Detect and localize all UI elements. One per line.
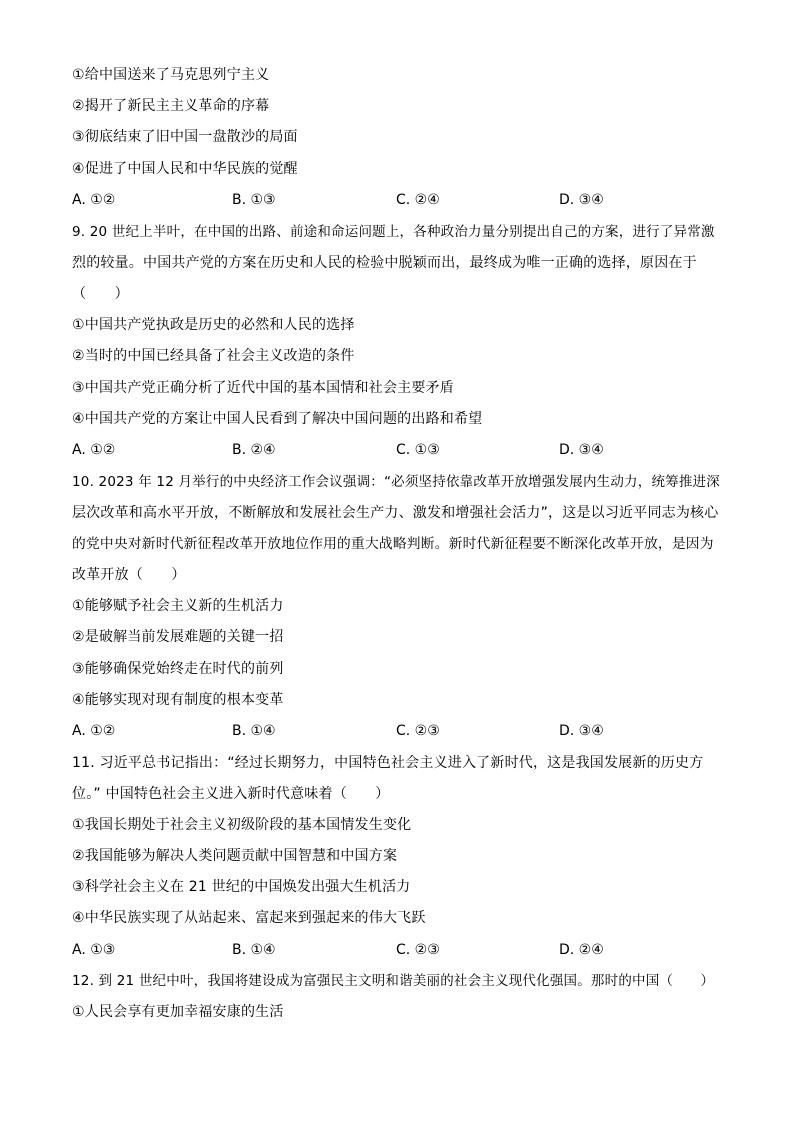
q9-option-2: ②当时的中国已经具备了社会主义改造的条件 (72, 348, 355, 364)
q10-choice-a: A. ①② (72, 723, 116, 739)
q10-option-4: ④能够实现对现有制度的根本变革 (72, 692, 284, 708)
q9-option-3: ③中国共产党正确分析了近代中国的基本国情和社会主要矛盾 (72, 380, 454, 396)
q11-stem-line-2: 位。” 中国特色社会主义进入新时代意味着（ ） (72, 786, 390, 802)
q11-choice-c: C. ②③ (396, 942, 440, 958)
q9-choice-c: C. ①③ (396, 442, 440, 458)
q11-option-3: ③科学社会主义在 21 世纪的中国焕发出强大生机活力 (72, 879, 411, 895)
q11-stem-line-1: 11. 习近平总书记指出：“经过长期努力，中国特色社会主义进入了新时代，这是我国发展新的历史方 (72, 755, 704, 771)
q9-choice-b: B. ②④ (232, 442, 276, 458)
q11-choice-a: A. ①③ (72, 942, 116, 958)
q10-stem-line-2: 层次改革和高水平开放，不断解放和发展社会生产力、激发和增强社会活力”，这是以习近平同志为核心 (72, 505, 719, 521)
q11-option-4: ④中华民族实现了从站起来、富起来到强起来的伟大飞跃 (72, 910, 426, 926)
q8-option-2: ②揭开了新民主主义革命的序幕 (72, 98, 270, 114)
q12-option-1: ①人民会享有更加幸福安康的生活 (72, 1004, 284, 1020)
q8-option-4: ④促进了中国人民和中华民族的觉醒 (72, 161, 298, 177)
q8-choice-d: D. ③④ (559, 192, 604, 208)
q8-option-3: ③彻底结束了旧中国一盘散沙的局面 (72, 129, 298, 145)
q12-stem-line-1: 12. 到 21 世纪中叶，我国将建设成为富强民主文明和谐美丽的社会主义现代化强国。那时的中国（ ） (72, 973, 715, 989)
q11-option-1: ①我国长期处于社会主义初级阶段的基本国情发生变化 (72, 817, 412, 833)
q11-option-2: ②我国能够为解决人类问题贡献中国智慧和中国方案 (72, 848, 398, 864)
q9-stem-line-3: （ ） (72, 286, 129, 302)
q9-choice-d: D. ③④ (559, 442, 604, 458)
q8-choice-a: A. ①② (72, 192, 116, 208)
q11-choice-b: B. ①④ (232, 942, 276, 958)
q10-choice-d: D. ③④ (559, 723, 604, 739)
q10-option-3: ③能够确保党始终走在时代的前列 (72, 661, 284, 677)
q9-choice-a: A. ①② (72, 442, 116, 458)
q9-option-1: ①中国共产党执政是历史的必然和人民的选择 (72, 317, 355, 333)
q11-choice-d: D. ②④ (559, 942, 604, 958)
q9-choices (72, 440, 724, 460)
q10-choice-c: C. ②③ (396, 723, 440, 739)
q10-stem-line-3: 的党中央对新时代新征程改革开放地位作用的重大战略判断。新时代新征程要不断深化改革开放，是因为 (72, 536, 714, 552)
q10-option-2: ②是破解当前发展难题的关键一招 (72, 629, 284, 645)
q10-choice-b: B. ①④ (232, 723, 276, 739)
q8-option-1: ①给中国送来了马克思列宁主义 (72, 67, 270, 83)
q11-choices (72, 940, 724, 960)
q10-stem-line-1: 10. 2023 年 12 月举行的中央经济工作会议强调：“必须坚持依靠改革开放增强发展内生动力，统筹推进深 (72, 474, 720, 490)
q9-option-4: ④中国共产党的方案让中国人民看到了解决中国问题的出路和希望 (72, 411, 483, 427)
q9-stem-line-2: 烈的较量。中国共产党的方案在历史和人民的检验中脱颖而出，最终成为唯一正确的选择，原因在于 (72, 255, 697, 271)
q10-choices (72, 721, 724, 741)
q8-choices (72, 190, 724, 210)
q10-stem-line-4: 改革开放（ ） (72, 567, 186, 583)
q9-stem-line-1: 9. 20 世纪上半叶，在中国的出路、前途和命运问题上，各种政治力量分别提出自己的方案，进行了异常激 (72, 224, 715, 240)
q8-choice-c: C. ②④ (396, 192, 440, 208)
q8-choice-b: B. ①③ (232, 192, 276, 208)
q10-option-1: ①能够赋予社会主义新的生机活力 (72, 598, 284, 614)
